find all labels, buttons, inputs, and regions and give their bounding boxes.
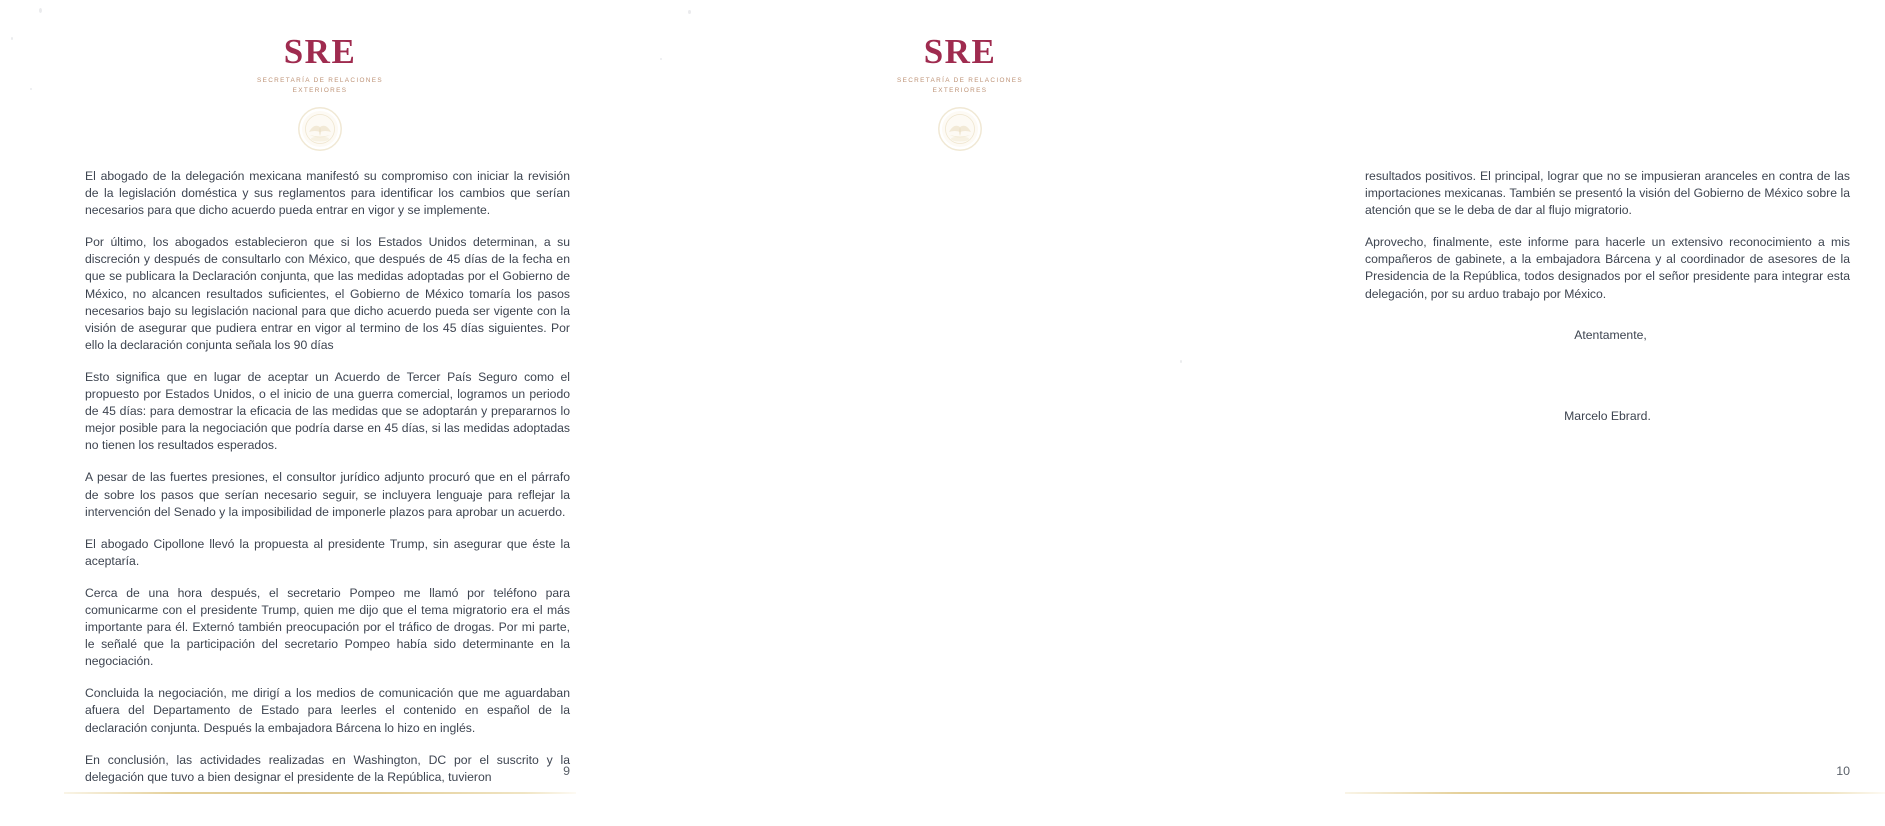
paragraph: resultados positivos. El principal, lograr que no se impusieran aranceles en contra de las importaciones mexicanas. También se presentó la visión del Gobierno de México sobre la atención que se le deba de dar al flujo migratorio. — [1365, 169, 1850, 218]
scan-speck — [1180, 360, 1182, 363]
scan-speck — [688, 10, 691, 14]
footer-rule-right — [1345, 792, 1885, 794]
signature-name: Marcelo Ebrard. — [1564, 409, 1651, 423]
scan-speck — [39, 8, 42, 13]
page-body-text-10 — [1365, 168, 1850, 303]
mexican-national-seal-icon — [937, 106, 983, 152]
sre-subtitle: SECRETARÍA DE RELACIONES EXTERIORES — [896, 77, 1024, 94]
page-number-10: 10 — [1836, 764, 1850, 778]
paragraph: En conclusión, las actividades realizadas en Washington, DC por el suscrito y la delegación que tuvo a bien designar el presidente de la República, tuvieron — [85, 752, 570, 784]
paragraph: El abogado de la delegación mexicana manifestó su compromiso con iniciar la revisión de la legislación doméstica y sus reglamentos para identificar los cambios que serían necesarios para que dicho acuerdo pueda entrar en vigor y se implemente. — [85, 169, 570, 218]
paragraph: Cerca de una hora después, el secretario Pompeo me llamó por teléfono para comunicarme con el presidente Trump, quien me dijo que el tema migratorio era el más importante para él. Externó también preocupación por el tráfico de drogas. Por mi parte, le señalé que la participación del secretario Pompeo había sido determinante en la negociación. — [85, 585, 570, 669]
document-page-9 — [0, 0, 640, 826]
sign-off-line: Atentamente, — [1574, 328, 1647, 342]
page-masthead-left — [0, 34, 640, 152]
page-masthead-right — [640, 34, 1280, 152]
sre-wordmark: SRE — [923, 32, 997, 71]
paragraph: Aprovecho, finalmente, este informe para hacerle un extensivo reconocimiento a mis compañeros de gabinete, a la embajadora Bárcena y al coordinador de asesores de la Presidencia de la República, todos designados por el señor presidente para integrar esta delegación, por su arduo trabajo por México. — [1365, 235, 1850, 301]
paragraph: Esto significa que en lugar de aceptar un Acuerdo de Tercer País Seguro como el propuesto por Estados Unidos, o el inicio de una guerra comercial, logramos un periodo de 45 días: para demostrar la eficacia de las medidas que se adoptarán y prepararnos lo mejor posible para la negociación que podría darse en 45 días, si las medidas adoptadas no tienen los resultados esperados. — [85, 369, 570, 453]
paragraph: A pesar de las fuertes presiones, el consultor jurídico adjunto procuró que en el párrafo de sobre los pasos que serían necesario seguir, se incluyera lenguaje para reflejar la intervención del Senado y la imposibilidad de imponerle plazos para aprobar un acuerdo. — [85, 470, 570, 519]
sre-subtitle: SECRETARÍA DE RELACIONES EXTERIORES — [256, 77, 384, 94]
page-body-text-9 — [85, 168, 570, 786]
paragraph: El abogado Cipollone llevó la propuesta al presidente Trump, sin asegurar que éste la aceptaría. — [85, 536, 570, 568]
paragraph: Concluida la negociación, me dirigí a los medios de comunicación que me aguardaban afuera del Departamento de Estado para leerles el contenido en español de la declaración conjunta. Después la embajadora Bárcena lo hizo en inglés. — [85, 686, 570, 735]
paragraph: Por último, los abogados establecieron que si los Estados Unidos determinan, a su discreción y después de consultarlo con México, que después de 45 días de la fecha en que se publicara la Declaración conjunta, que las medidas adoptadas por el Gobierno de México, no alcancen resultados suficientes, el Gobierno de México tomaría los pasos necesarios bajo su legislación nacional para que dicho acuerdo pueda ser vigente con la visión de asegurar que pudiera entrar en vigor al termino de los 45 días siguientes. Por ello la declaración conjunta señala los 90 días — [85, 235, 570, 352]
sre-wordmark: SRE — [283, 32, 357, 71]
document-page-10 — [640, 0, 1850, 826]
footer-rule-left — [64, 792, 576, 794]
page-number-9: 9 — [563, 764, 570, 778]
mexican-national-seal-icon — [297, 106, 343, 152]
